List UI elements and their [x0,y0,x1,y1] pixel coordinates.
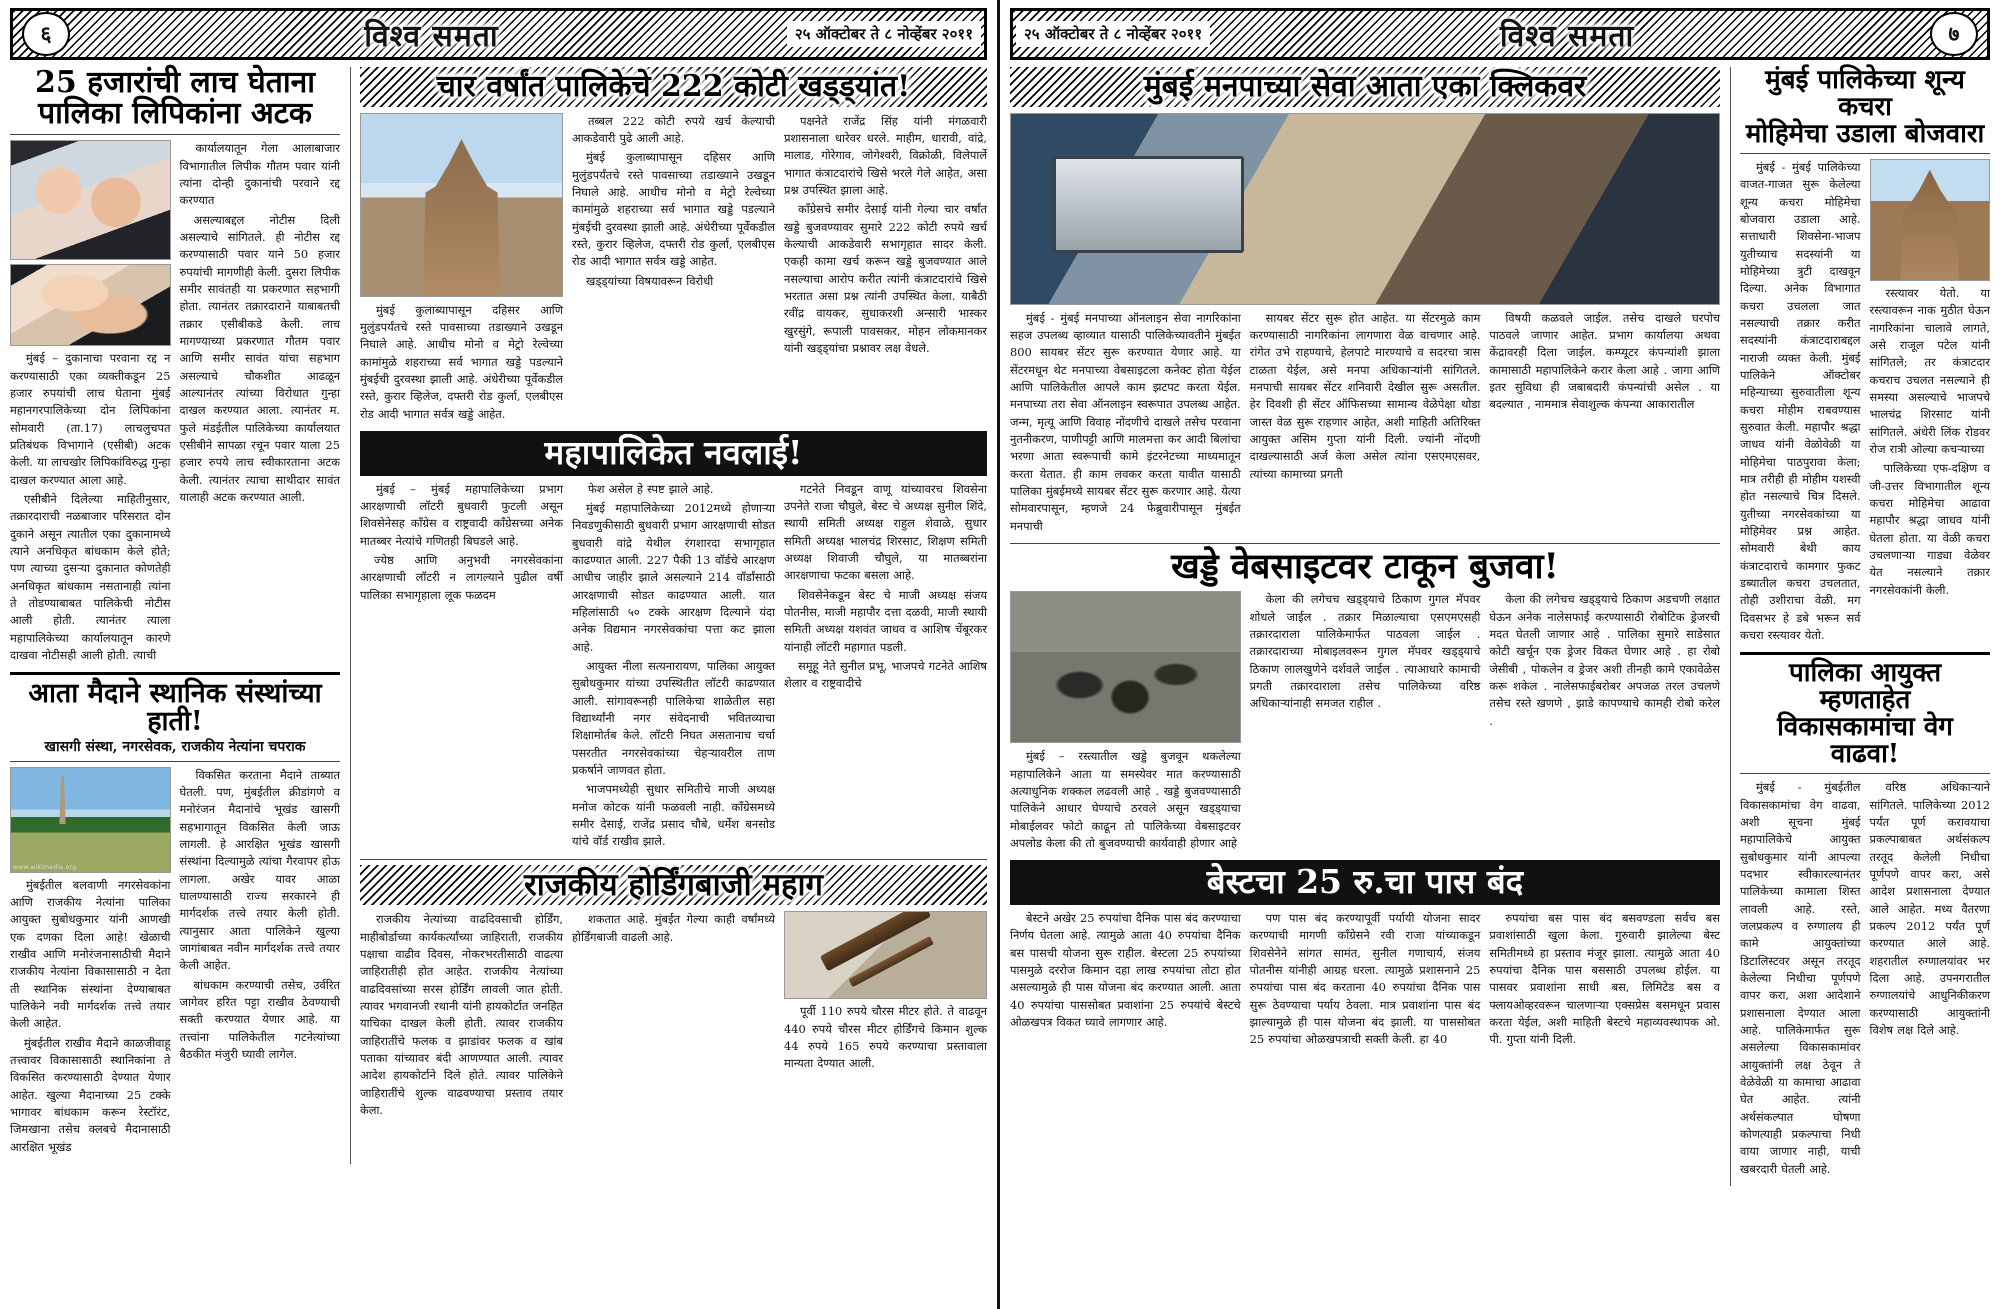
gavel-photo [784,911,987,999]
article-zero-garbage [1740,67,1990,646]
article-navlai-col1: फेश असेल हे स्पष्ट झाले आहे. मुंबई महापालिकेच्या 2012मध्ये होणाऱ्या निवडणुकीसाठी बुधवारी प्रभाग आरक्षणाची सोडत बुधवारी वांद्रे येथील रंगशारदा सभागृहात काढण्यात आली. 227 पैकी 13 वॉर्डचे आरक्षण आधीच जाहीर झाले असल्याने 214 वॉर्डांसाठी आरक्षणाची सोडत काढण्यात आली. यात महिलांसाठी ५० टक्के आरक्षण दिल्याने यंदा अनेक विद्यमान नगरसेवकांचा पत्ता कट झाला आहे. आयुक्त नीला सत्यनारायण, पालिका आयुक्त सुबोधकुमार यांच्या उपस्थितीत लॉटरी काढण्यात आली. सांगावरूनही पालिकेचा शाळेतील सहा विद्यार्थ्यांनी नगर संवेदनाची भवितव्याचा शिक्षामोर्तब केले. लॉटरी निघत असतानाच चर्चा पसरतीत नगरसेवकांच्या चेहऱ्यावरील ताण प्रकर्षाने जाणवत होता. भाजपमध्येही सुधार समितीचे माजी अध्यक्ष मनोज कोटक यांनी फळवली नाही. काँग्रेसमध्ये समीर देसाई, राजेंद्र प्रसाद चौबे, धर्मेश बनसोड यांचे वॉर्ड राखीव झाले. [572,481,775,849]
article-one-click-col1: सायबर सेंटर सुरू होत आहेत. या सेंटरमुळे काम करण्यासाठी नागरिकांना लागणारा वेळ वाचणार आहे. रांगेत उभे राहण्याचे, हेलपाटे मारण्याचे व सदरचा त्रास टाळता येईल, असे मनपा अधिकाऱ्यांनी सांगितले. मनपाची सायबर सेंटर शनिवारी देखील सुरू असतील. हेर दिवशी ही सेंटर ऑफिसच्या सामान्य वेळेपेक्षा थोडा जास्त वेळ सुरू राहणार आहेत, अशी माहिती अतिरिक्त आयुक्त असिम गुप्ता यांनी दिली. ज्यांनी नोंदणी दाखल्यासाठी अर्ज केला असेल त्यांना एसएमएसवर, त्यांच्या कामाच्या प्रगती [1249,310,1481,481]
masthead-right [1010,8,1990,60]
cricket-ground-photo [10,767,171,873]
article-grounds-col2: विकसित करताना मैदाने ताब्यात घेतली. पण, मुंबईतील क्रीडांगणे व मनोरंजन मैदानांचे भूखंड खासगी सहभागातून विकसित केली जाऊ लागली. हे आरक्षित भूखंड खासगी संस्थांना दिल्यामुळे त्यांचा गैरवापर होऊ लागला. अखेर यावर आळा घालण्यासाठी राज्य सरकारने ही मार्गदर्शक तत्त्वे तयार केली होती. त्यानुसार आता पालिकेने खुल्या जागांबाबत नवीन मार्गदर्शक तत्त्वे तयार केली आहेत. बांधकाम करण्याची तसेच, उर्वरित जागेवर हरित पट्टा राखीव ठेवण्याची सक्ती करण्यात येणार आहे. या तत्त्वांना पालिकेतील गटनेत्यांच्या बैठकीत मंजुरी घ्यावी लागेल. [179,767,340,1062]
pothole-road-photo [1010,591,1241,743]
article-hoarding-col0: राजकीय नेत्यांच्या वाढदिवसाची होर्डिंग, माहीबोर्डाच्या कार्यकर्त्यांच्या जाहिराती, राजकीय पक्षाचा वाढीव दिवस, नोकरभरतीसाठी वाढत्या जाहिरातीही होत आहेत. राजकीय नेत्यांच्या वाढदिवसांच्या सरस होर्डिंग लावली जात होती. त्यावर भगवानजी रथानी यांनी हायकोर्टात जनहित याचिका दाखल केली होती. त्यावर राजकीय जाहिरातींचे फलक व झाडांवर फलक व खांब पताका यांच्यावर बंदी आणण्यात आली. त्यावर आदेश हायकोर्टाने दिले होते. त्यावर पालिकेने जाहिरातींचे शुल्क वाढवण्याचा प्रस्ताव तयार केला. [360,912,563,1118]
headline-hoarding: राजकीय होर्डिंगबाजी महाग [360,865,987,906]
headline-commissioner-line2: विकासकामांचा वेग वाढवा! [1777,712,1953,770]
article-commissioner-col1: वरिष्ठ अधिकाऱ्याने सांगितले. पालिकेच्या 2012 पर्यंत पूर्ण करावयाचा प्रकल्पाबाबत अर्थसंकल्प तरतूद केलेली निधीचा पूर्णपणे वापर करा, असे आदेश प्रशासनाला देण्यात आले आहेत. मध्य वैतरणा प्रकल्प 2012 पर्यंत पूर्ण करण्यात आले आहे. शहरातील रुग्णालयांवर भर दिला आहे. उपनगरातील रुग्णालयांचे आधुनिकीकरण करण्यासाठी आयुक्तांनी विशेष लक्ष दिले आहे. [1869,780,1990,1037]
article-grounds [10,680,340,1158]
subhead-grounds: खासगी संस्था, नगरसेवक, राजकीय नेत्यांना चपराक [44,739,306,756]
bribe-handshake-photo [10,140,171,260]
article-navlai-col0: मुंबई – मुंबई महापालिकेच्या प्रभाग आरक्षणाची लॉटरी बुधवारी फुटली असून शिवसेनेसह काँग्रेस व राष्ट्रवादी काँग्रेसच्या अनेक मातब्बर नेत्यांचे गणितही बिघडले आहे. ज्येष्ठ आणि अनुभवी नगरसेवकांना आरक्षणाची लॉटरी न लागल्याने पुढील वर्षी पालिका सभागृहाला लूक फळदम [360,481,563,602]
article-bribe-col1: मुंबई – दुकानाचा परवाना रद्द न करण्यासाठी एका व्यक्तीकडून 25 हजार रुपयांची लाच घेताना मुंबई महानगरपालिकेच्या दोन लिपिकांना सोमवारी (ता.17) लाचलुचपत प्रतिबंधक विभागाने (एसीबी) अटक केली. या लाचखोर लिपिकांविरुद्ध गुन्हा दाखल करण्यात आला आहे. एसीबीने दिलेल्या माहितीनुसार, तक्रारदाराची नळबाजार परिसरात दोन दुकाने असून त्यातील एका दुकानामध्ये त्याने अनधिकृत बांधकाम केले होते; पण त्याच्या दुसऱ्या दुकानात कोणतेही अनधिकृत बांधकाम नसतानाही त्यांना ते तोडण्याबाबत पालिकेची नोटीस आली होती. त्यानंतर त्याला महापालिकेच्या कार्यालयातून कारणे दाखवा नोटीसही आली होती. त्याची [10,351,171,662]
article-bribe [10,67,340,666]
paper-date-right: २५ ऑक्टोबर ते ८ नोव्हेंबर २०११ [1016,21,1210,47]
article-zero-garbage-col1: रस्त्यावर येतो. या रस्त्यावरून नाक मुठीत घेऊन नागरिकांना चालावे लागते, असे राजूल पटेल यांनी सांगितले; तर कंत्राटदार कचराच उचलत नसल्याने ही समस्या असल्याचे भाजपचे भालचंद्र शिरसाट यांनी सांगितले. अंधेरी लिंक रोडवर रोज रात्री ओल्या कचऱ्याच्या पालिकेच्या एफ-दक्षिण व जी-उत्तर विभागातील शून्य कचरा मोहिमेचा आढावा महापौर श्रद्धा जाधव यांनी घेतला होता. या वेळी कचरा उचलणाऱ्या गाड्या वेळेवर येत नसल्याने तक्रार नगरसेवकांनी केली. [1869,286,1990,597]
article-one-click-col0: मुंबई - मुंबई मनपाच्या ऑनलाइन सेवा नागरिकांना सहज उपलब्ध व्हाव्यात यासाठी पालिकेच्यावतीने मुंबईत 800 सायबर सेंटर सुरू करण्यात येणार आहे. या सेंटरमधून थेट मनपाच्या वेबसाइटला कनेक्ट होता येईल आणि पालिकेतील आपले काम झटपट करता येईल. मनपाच्या तरा सेवा ऑनलाइन स्वरूपात उपलब्ध आहेत. जन्म, मृत्यू आणि विवाह नोंदणीचे दाखले तसेच परवाना नुतनीकरण, पाणीपट्टी आणि मालमत्ता कर आदी बिलांचा भरणा आता स्वरूपाची कामे इंटरनेटच्या माध्यमातून करता येतात. ही काम लवकर करता यावीत यासाठी पालिका मुंबईमध्ये सायबर सेंटर सुरू करणार आहे. येत्या सोमवारपासून, म्हणजे 24 फेब्रुवारीपासून मुंबईत मनपाची [1010,310,1241,533]
bmc-building-photo [360,113,563,297]
article-navlai [360,431,987,853]
article-hoarding-col1: शकतात आहे. मुंबईत गेल्या काही वर्षांमध्ये होर्डिंगबाजी वाढली आहे. [572,912,775,944]
article-pothole-web-col0: मुंबई – रस्त्यातील खड्डे बुजवून थकलेल्या महापालिकेने आता या समस्येवर मात करण्यासाठी अत्याधुनिक शक्कल लढवली आहे . खड्डे बुजवण्यासाठी पालिकेने आधार घेण्याचे ठरवले असून खड्ड्याचा मोबाईलवर फोटो काढून तो पालिकेच्या वेबसाइटवर अपलोड केला की तो बुजवण्याची कार्यवाही होणार आहे [1010,749,1241,851]
headline-bribe-line2: पालिका लिपिकांना अटक [38,96,312,132]
article-zero-garbage-col0: मुंबई - मुंबई पालिकेच्या वाजत-गाजत सुरू केलेल्या शून्य कचरा मोहिमेचा बोजवारा उडाला आहे. सत्ताधारी शिवसेना-भाजप युतीच्याच सदस्यांनी या मोहिमेच्या त्रुटी दाखवून दिल्या. अनेक विभागात कचरा उचलला जात नसल्याची तक्रार करीत सदस्यांनी कंत्राटदाराबद्दल नाराजी व्यक्त केली. मुंबई पालिकेने ऑक्टोबर महिन्याच्या सुरुवातीला शून्य कचरा मोहीम राबवण्यास सुरुवात केली. महापौर श्रद्धा जाधव यांनी वेळोवेळी या मोहिमेचा पाठपुरावा केला; मात्र तरीही ही मोहीम यशस्वी होत नसल्याचे चित्र दिसले. युतीच्या नगरसेवकांच्या या मोहिमेवर प्रश्न आहेत. सोमवारी बेथी काय कंत्राटदाराचे कामगार फुकट डब्यातील कचरा उचलतात, तोही उशीराचा वेळी. मग दिवसभर हे डबे भरून सर्व कचरा रस्त्यावर येतो. [1740,160,1861,642]
article-hoarding-col2: पूर्वी 110 रुपये चौरस मीटर होते. ते वाढवून 440 रुपये चौरस मीटर होर्डिंगचे किमान शुल्क 44 रुपये 165 रुपये करण्याचा प्रस्तावाला मान्यता देण्यात आली. [784,1004,987,1071]
headline-zero-garbage-line1: मुंबई पालिकेच्या शून्य कचरा [1765,65,1965,123]
article-navlai-col2: गटनेते निवडून वाणू यांच्यावरच शिवसेना उपनेते राजा चौघुले, बेस्ट चे अध्यक्ष सुनील शिंदे, स्थायी समिती अध्यक्ष राहुल शेवाळे, सुधार समिती अध्यक्ष भालचंद्र शिरसाट, शिक्षण समिती अध्यक्ष शिवाजी चौघुले, या मातब्बरांना आरक्षणाचा फटका बसला आहे. शिवसेनेकडून बेस्ट चे माजी अध्यक्ष संजय पोतनीस, माजी महापौर दत्ता दळवी, माजी स्थायी समिती अध्यक्ष यशवंत जाधव व आशिष चेंबूरकर यांनाही लॉटरी महागात पडली. समूहू नेते सुनील प्रभू, भाजपचे गटनेते आशिष शेलार व राष्ट्रवादीचे [784,481,987,691]
article-best-pass [1010,860,1720,1050]
article-potholes-222 [360,67,987,425]
bribe-cash-photo [10,264,171,346]
article-commissioner-col0: मुंबई - मुंबईतील विकासकामांचा वेग वाढवा, अशी सूचना मुंबई महापालिकेचे आयुक्त सुबोधकुमार यांनी आपल्या पदभार स्वीकारल्यानंतर पालिकेच्या कामाला शिस्त लावली आहे. रस्ते, जलप्रकल्प व रुग्णालय ही कामे आयुक्तांच्या डिटालिस्टवर असून तरतूद केलेल्या निधीचा पूर्णपणे वापर करा, अशा आदेशाने प्रशासनाला देण्यात आला आहे. पालिकेमार्फत सुरू असलेल्या विकासकामांवर आयुक्तांनी लक्ष ठेवून ते वेळेवेळी या कामाचा आढावा घेत आहेत. त्यांनी अर्थसंकल्पात घोषणा कोणत्याही प्रकल्पाचा निधी वाया जाणार नाही, याची खबरदारी घेतली आहे. [1740,780,1861,1176]
article-best-pass-col2: रुपयांचा बस पास बंद बसवण्डला सर्वच बस प्रवाशांसाठी खुला केला. गुरुवारी झालेल्या बेस्ट समितीमध्ये हा प्रस्ताव मंजूर झाला. त्यामुळे आता 40 रुपयांचा दैनिक पास बससाठी उपलब्ध होईल. या पासवर प्रवाशांना साधी बस, लिमिटेड बस व फ्लायओव्हरवरून चालणाऱ्या एक्सप्रेस बसमधून प्रवास करता येईल, अशी माहिती बेस्टचे महाव्यवस्थापक ओ. पी. गुप्ता यांनी दिली. [1489,911,1721,1047]
page-number-right: ७ [1930,12,1978,56]
page-right [1000,0,2000,1309]
headline-grounds: आता मैदाने स्थानिक संस्थांच्या हाती! [28,678,322,738]
headline-best-pass: बेस्टचा 25 रु.चा पास बंद [1010,860,1720,905]
article-bribe-col2: कार्यालयातून गेला आलाबाजार विभागातील लिपीक गौतम पवार यांनी त्यांना दोन्ही दुकानांची परवाने रद्द करण्यात असल्याबद्दल नोटीस दिली असल्याचे सांगितले. ही नोटीस रद्द करण्यासाठी पवार याने 50 हजार रुपयांची मागणीही केली. दुसरा लिपीक समीर सावंतही या प्रकरणात सहभागी होता. त्यानंतर तक्रारदाराने याबाबतची तक्रार एसीबीकडे केली. लाच मागण्याच्या प्रकरणात गौतम पवार आणि समीर सावंत यांचा सहभाग असल्याचे चौकशीत आढळून आल्यानंतर त्यांच्या विरोधात गुन्हा दाखल करण्यात आला. त्यानंतर म. फुले मंडईतील पालिकेच्या कार्यालयात एसीबीने सापळा रचून पवार याला 25 हजार रुपये लाच स्वीकारताना अटक केली. त्यानंतर त्याचा साथीदार सावंत यालाही अटक करण्यात आली. [179,141,340,504]
article-one-click [1010,67,1720,537]
headline-commissioner-line1: पालिका आयुक्त म्हणताहेत [1788,658,1942,716]
article-best-pass-col1: पण पास बंद करण्यापूर्वी पर्यायी योजना सादर करण्याची मागणी काँग्रेसने रवी राजा यांच्याकडून शिवसेनेने सांगत सामंत, सुनील गणाचार्य, संजय पोतनीस यांनीही आग्रह धरला. त्यामुळे प्रशासनाने 25 रुपयांचा पास बंद करताना 40 रुपयांचा दैनिक पास सुरू ठेवण्याचा पर्याय ठेवला. मात्र प्रवाशांना पास बंद झाल्यामुळे ही पास योजना बंद झाली. या पाससोबत 25 रुपयांचा ओळखपत्राची सक्ती केली. हा 40 [1249,911,1481,1047]
photo-credit: www.wikimedia.org [13,863,77,871]
article-commissioner [1740,660,1990,1180]
headline-bribe-line1: 25 हजारांची लाच घेताना [34,65,316,100]
paper-date-left: २५ ऑक्टोबर ते ८ नोव्हेंबर २०११ [787,21,981,47]
article-hoarding [360,859,987,1122]
article-pothole-web-col2: केला की लगेचच खड्ड्याचे ठिकाण अडचणी लक्षात घेऊन अनेक नालेसफाई करण्यासाठी रोबोटिक ड्रेजरची मदत घेतली जाणार आहे . पालिका सुमारे साडेसात कोटी खर्चून एक ड्रेजर विकत घेणार आहे . हा रोबो जेसीबी , पोकलेन व ड्रेजर अशी तीनही कामे एकावेळेस करू शकेल . नालेसफाईबरोबर अपजळ तरल उचलणे तसेच रस्ते खणणे , झाडे कापण्याचे कामही रोबो करेल . [1489,592,1721,728]
cyber-centre-office-photo [1010,113,1720,305]
masthead-left [10,8,987,60]
article-pothole-web [1010,546,1721,854]
page-number-left: ६ [22,12,70,56]
headline-potholes-222: चार वर्षांत पालिकेचे 222 कोटी खड्ड्यांत! [360,67,987,107]
article-grounds-col1: मुंबईतील बलवाणी नगरसेवकांना आणि राजकीय नेत्यांना पालिका आयुक्त सुबोधकुमार यांनी आणखी एक दणका दिला आहे! खेळाची राखीव आणि मनोरंजनासाठीची मैदाने राजकीय नेत्यांना विकासासाठी न देता ती स्थानिक संस्थांना देण्याबाबत पालिकेने नवी मार्गदर्शक तत्त्वे तयार केली आहेत. मुंबईतील राखीव मैदाने काळजीवाहू तत्त्वावर विकासासाठी स्थानिकांना ते विकसित करण्यासाठी देण्यात येणार आहेत. खुल्या मैदानाच्या 25 टक्के भागावर बांधकाम करून रेस्टॉरंट, जिमखाना तसेच क्लबचे मैदानासाठी आरक्षित भूखंड [10,877,171,1154]
article-pothole-web-col1: केला की लगेचच खड्ड्याचे ठिकाण गुगल मॅपवर शोधले जाईल . तक्रार मिळाल्याचा एसएमएसही तक्रारदाराला पालिकेमार्फत पाठवला जाईल . तक्रारदाराच्या मोबाइलवरून गुगल मॅपवर खड्ड्याचे ठिकाण लालखुणेने दर्शवले जाईल . त्याआधारे कामाची प्रगती तक्रारदाराला तसेच पालिकेच्या वरिष्ठ अधिकाऱ्यांनाही समजत राहील . [1249,592,1481,711]
article-best-pass-col0: बेस्टने अखेर 25 रुपयांचा दैनिक पास बंद करण्याचा निर्णय घेतला आहे. त्यामुळे आता 40 रुपयांचा दैनिक बस पासची योजना सुरू राहील. बेस्टला 25 रुपयांच्या पासमुळे दररोज किमान दहा लाख रुपयांचा तोटा होत असल्यामुळे ही पास योजना बंद करण्यात आली. आता 40 रुपयांचा पाससोबत प्रवाशांना 25 रुपयांचे बेस्टचे ओळखपत्र विकत घ्यावे लागणार आहे. [1010,911,1241,1030]
headline-one-click: मुंबई मनपाच्या सेवा आता एका क्लिकवर [1010,67,1720,107]
article-222-col0: मुंबई कुलाब्यापासून दहिसर आणि मुलुंडपर्यंतचे रस्ते पावसाच्या तडाख्याने उखडून निघाले आहे. आधीच मोनो व मेट्रो रेल्वेच्या कामांमुळे शहराच्या सर्व भागात खड्डे पडल्याने मुंबईची दुरवस्था झाली आहे. अंधेरीच्या पूर्वेकडील रस्ते, कुरार व्हिलेज, दफ्तरी रोड कुर्ला, एलबीएस रोड आदी भागात सर्वत्र खड्डे आहेत. [360,302,563,421]
article-222-col2: पक्षनेते राजेंद्र सिंह यांनी मंगळवारी प्रशासनाला धारेवर धरले. माहीम, धारावी, वांद्रे, मालाड, गोरेगाव, जोगेश्वरी, विक्रोळी, विलेपार्ले भागात कंत्राटदारांचे खिसे भरले गेले आहेत, असा प्रश्न उपस्थित झाला आहे. काँग्रेसचे समीर देसाई यांनी गेल्या चार वर्षांत खड्डे बुजवण्यावर सुमारे 222 कोटी रुपये खर्च केल्याची आकडेवारी सभागृहात सादर केली. एकही कामा खर्च करून खड्डे बुजवण्यात आले नसल्याचा आरोप करीत त्यांनी कंत्राटदारांचे खिसे भरतात असा प्रश्न त्यांनी उपस्थित केला. याबैठी रवींद्र वायकर, सुधाकरशी अन्सारी भास्कर खुरसुंगे, रूपाली पावसकर, मोहन लोकमानकर यांनी खड्ड्यांचा प्रश्नावर लक्ष वेधले. [784,113,987,356]
paper-title-right: विश्व समता [1499,18,1635,54]
headline-pothole-web: खड्डे वेबसाइटवर टाकून बुजवा! [1171,546,1559,588]
headline-navlai: महापालिकेत नवलाई! [360,431,987,476]
article-222-col1: तब्बल 222 कोटी रुपये खर्च केल्याची आकडेवारी पुढे आली आहे. मुंबई कुलाब्यापासून दहिसर आणि मुलुंडपर्यंतचे रस्ते पावसाच्या तडाख्याने उखडून निघाले आहे. आधीच मोनो व मेट्रो रेल्वेच्या कामांमुळे शहराच्या सर्व भागात खड्डे पडल्याने मुंबईची दुरवस्था झाली आहे. अंधेरीच्या पूर्वेकडील रस्ते, कुरार व्हिलेज, दफ्तरी रोड कुर्ला, एलबीएस रोड आदी भागात सर्वत्र खड्डे आहेत. खड्ड्यांच्या विषयावरून विरोधी [572,113,775,288]
headline-zero-garbage-line2: मोहिमेचा उडाला बोजवारा [1745,119,1985,150]
article-one-click-col2: विषयी कळवले जाईल. तसेच दाखले घरपोच पाठवले जाणार आहेत. प्रभाग कार्यालया अथवा केंद्रावरही दिला जाईल. कम्प्यूटर कंपन्यांशी झाला कामासाठी महापालिकेने करार केला आहे . जागा आणि इतर सुविधा ही जबाबदारी कंपन्यांची असेल . या बदल्यात , नाममात्र सेवाशुल्क कंपन्या आकारातील [1489,310,1721,412]
paper-title-left: विश्व समता [364,18,499,54]
bmc-headquarters-photo [1870,159,1991,281]
